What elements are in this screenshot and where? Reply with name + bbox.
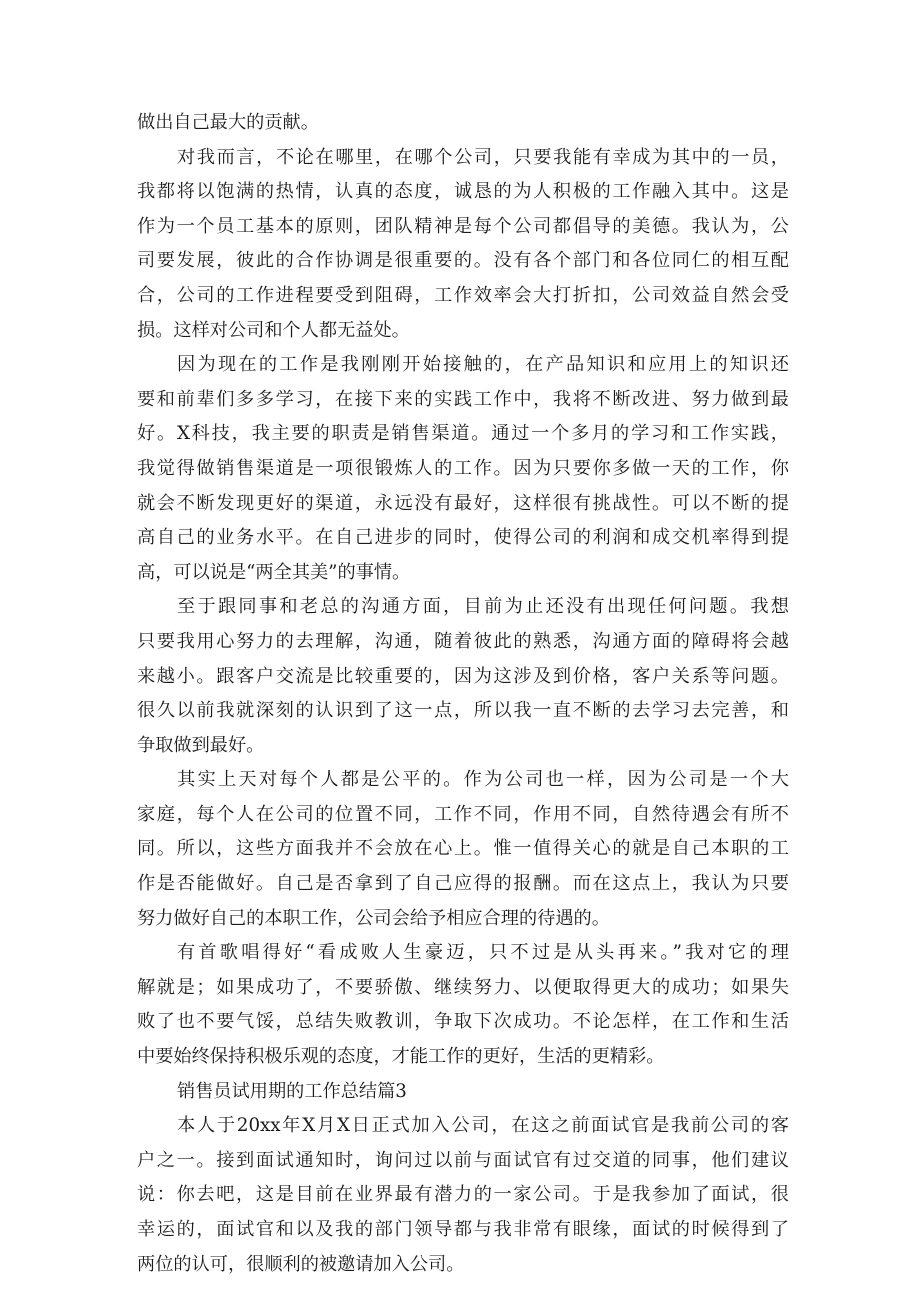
paragraph [137, 763, 789, 936]
text-line: 高，可以说是“两全其美”的事情。 [137, 561, 411, 583]
paragraph [137, 106, 789, 141]
text-line: 解就是；如果成功了，不要骄傲、继续努力、以便取得更大的成功；如果失 [137, 976, 789, 998]
text-line: 因为现在的工作是我刚刚开始接触的，在产品知识和应用上的知识还 [177, 354, 789, 376]
paragraph [137, 141, 789, 349]
text-line: 做出自己最大的贡献。 [137, 112, 319, 133]
text-line: 作为一个员工基本的原则，团队精神是每个公司都倡导的美德。我认为，公 [137, 215, 789, 237]
text-line: 两位的认可，很顺利的被邀请加入公司。 [137, 1253, 465, 1275]
text-line: 户之一。接到面试通知时，询问过以前与面试官有过交道的同事，他们建议 [137, 1149, 789, 1171]
text-line: 同。所以，这些方面我并不会放在心上。惟一值得关心的就是自己本职的工 [137, 838, 789, 860]
text-line: 努力做好自己的本职工作，公司会给予相应合理的待遇的。 [137, 907, 610, 929]
text-line: 只要我用心努力的去理解，沟通，随着彼此的熟悉，沟通方面的障碍将会越 [137, 630, 789, 652]
text-line: 合，公司的工作进程要受到阻碍，工作效率会大打折扣，公司效益自然会受 [137, 284, 789, 306]
text-line: 作是否能做好。自己是否拿到了自己应得的报酬。而在这点上，我认为只要 [137, 873, 789, 895]
text-line: 高自己的业务水平。在自己进步的同时，使得公司的利润和成交机率得到提 [137, 527, 789, 549]
text-line: 我觉得做销售渠道是一项很锻炼人的工作。因为只要你多做一天的工作，你 [137, 457, 789, 479]
text-line: 好。X科技，我主要的职责是销售渠道。通过一个多月的学习和工作实践， [137, 423, 789, 445]
paragraph [137, 1109, 789, 1282]
text-line: 幸运的，面试官和以及我的部门领导都与我非常有眼缘，面试的时候得到了 [137, 1219, 789, 1240]
text-line: 我都将以饱满的热情，认真的态度，诚恳的为人积极的工作融入其中。这是 [137, 181, 789, 203]
section-heading [137, 1075, 789, 1110]
text-line: 败了也不要气馁，总结失败教训，争取下次成功。不论怎样，在工作和生活 [137, 1011, 789, 1033]
text-line: 司要发展，彼此的合作协调是很重要的。没有各个部门和各位同仁的相互配 [137, 250, 789, 272]
text-line: 对我而言，不论在哪里，在哪个公司，只要我能有幸成为其中的一员， [177, 146, 789, 168]
paragraph [137, 590, 789, 763]
text-line: 家庭，每个人在公司的位置不同，工作不同，作用不同，自然待遇会有所不 [137, 803, 789, 825]
text-line: 至于跟同事和老总的沟通方面，目前为止还没有出现任何问题。我想 [177, 596, 789, 618]
text-line: 有首歌唱得好“看成败人生豪迈，只不过是从头再来。”我对它的理 [177, 942, 789, 964]
text-line: 来越小。跟客户交流是比较重要的，因为这涉及到价格，客户关系等问题。 [137, 665, 789, 687]
text-line: 就会不断发现更好的渠道，永远没有最好，这样很有挑战性。可以不断的提 [137, 492, 789, 514]
text-line: 争取做到最好。 [137, 734, 265, 756]
document-page [137, 106, 789, 1282]
paragraph [137, 348, 789, 590]
text-line: 其实上天对每个人都是公平的。作为公司也一样，因为公司是一个大 [177, 769, 789, 791]
text-line: 中要始终保持积极乐观的态度，才能工作的更好，生活的更精彩。 [137, 1046, 665, 1068]
text-line: 很久以前我就深刻的认识到了这一点，所以我一直不断的去学习去完善，和 [137, 700, 789, 722]
text-line: 损。这样对公司和个人都无益处。 [137, 319, 410, 341]
text-line: 说：你去吧，这是目前在业界最有潜力的一家公司。于是我参加了面试，很 [137, 1184, 789, 1206]
heading-line: 销售员试用期的工作总结篇3 [177, 1080, 407, 1102]
text-line: 本人于20xx年X月X日正式加入公司，在这之前面试官是我前公司的客 [177, 1115, 789, 1137]
paragraph [137, 936, 789, 1074]
text-line: 要和前辈们多多学习，在接下来的实践工作中，我将不断改进、努力做到最 [137, 388, 789, 410]
